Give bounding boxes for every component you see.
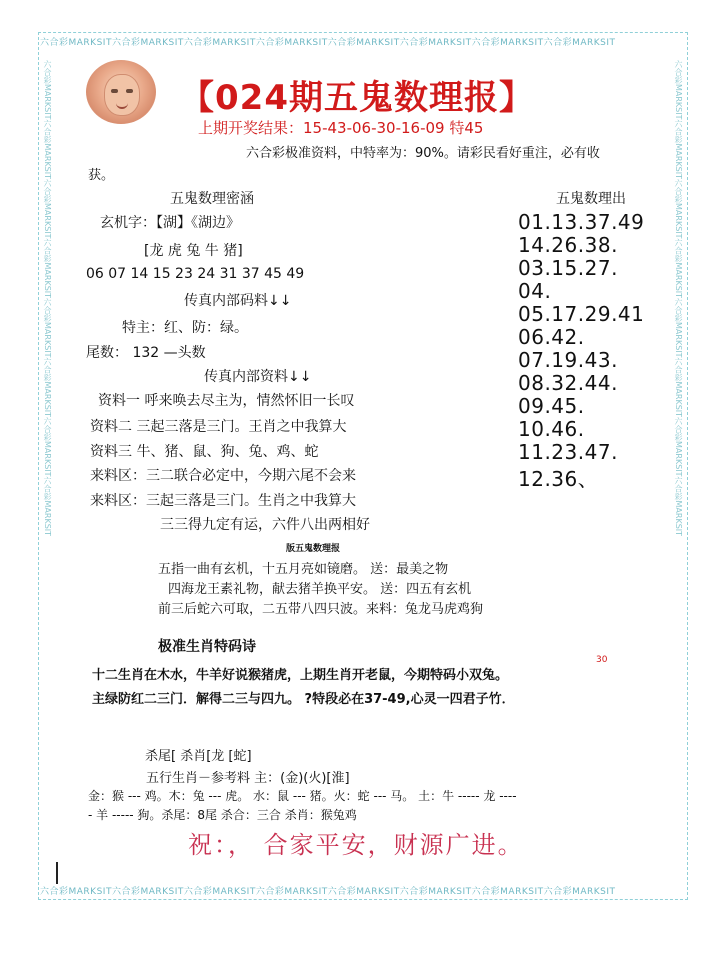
portrait-avatar-icon: [86, 60, 156, 124]
section2-line-3: 前三后蛇六可取，二五带八四只波。来料：兔龙马虎鸡狗: [158, 602, 484, 617]
data-line-2: 资料二 三起三落是三门。王肖之中我算大: [90, 419, 347, 435]
section2-heading: 版五鬼数理报: [286, 544, 341, 554]
right-number-5: 05.17.29.41: [518, 302, 645, 326]
data-line-1: 资料一 呼来唤去尽主为，情然怀旧一长叹: [98, 393, 355, 409]
watermark-bottom: 六合彩MARKSIT六合彩MARKSIT六合彩MARKSIT六合彩MARKSIT六合彩MARKSIT六合彩MARKSIT六合彩MARKSIT六合彩MARKSIT: [40, 887, 616, 897]
watermark-left: 六合彩MARKSIT六合彩MARKSIT六合彩MARKSIT六合彩MARKSIT六合彩MARKSIT六合彩MARKSIT六合彩MARKSIT六合彩MARKSIT: [43, 60, 52, 537]
section2-line-2: 四海龙王素礼物，献去猪羊换平安。 送：四五有玄机: [168, 582, 472, 597]
blessing-line: 祝：， 合家平安，财源广进。: [188, 831, 524, 859]
data-line-6: 三三得九定有运，六件八出两相好: [160, 517, 370, 533]
right-number-3: 03.15.27.: [518, 256, 618, 280]
data-line-3: 资料三 牛、猪、鼠、狗、兔、鸡、蛇: [90, 444, 319, 460]
watermark-top: 六合彩MARKSIT六合彩MARKSIT六合彩MARKSIT六合彩MARKSIT六合彩MARKSIT六合彩MARKSIT六合彩MARKSIT六合彩MARKSIT: [40, 38, 616, 48]
last-result: 上期开奖结果：15-43-06-30-16-09 特45: [198, 119, 484, 137]
left-bar-mark: [56, 862, 58, 884]
poem-mark: 30: [596, 655, 608, 665]
right-number-4: 04.: [518, 279, 552, 303]
poem-line-2: 主绿防红二三门．解得二三与四九。 ?特段必在37-49,心灵一四君子竹．: [92, 692, 515, 707]
page-title: 【024期五鬼数理报】: [180, 78, 534, 118]
right-number-7: 07.19.43.: [518, 348, 618, 372]
right-number-10: 10.46.: [518, 417, 585, 441]
intro-line-2: 获。: [88, 168, 115, 183]
watermark-right: 六合彩MARKSIT六合彩MARKSIT六合彩MARKSIT六合彩MARKSIT六合彩MARKSIT六合彩MARKSIT六合彩MARKSIT六合彩MARKSIT: [674, 60, 683, 537]
data-line-5: 来料区：三起三落是三门。生肖之中我算大: [90, 493, 356, 509]
right-number-9: 09.45.: [518, 394, 585, 418]
zodiac-line: [龙 虎 兔 牛 猪]: [144, 243, 243, 259]
special-line: 特主：红、防：绿。: [122, 320, 248, 336]
avatar-face: [104, 74, 140, 116]
fax-heading-2: 传真内部资料↓↓: [204, 369, 312, 385]
right-number-2: 14.26.38.: [518, 233, 618, 257]
poem-heading: 极准生肖特码诗: [158, 639, 256, 655]
right-number-6: 06.42.: [518, 325, 585, 349]
section2-line-1: 五指一曲有玄机，十五月亮如镜磨。 送：最美之物: [158, 562, 449, 577]
right-number-1: 01.13.37.49: [518, 210, 645, 234]
intro-line-1: 六合彩极准资料，中特率为：90%。请彩民看好重注，必有收: [246, 146, 600, 161]
xuanji-line: 玄机字：【湖】《湖边》: [100, 215, 240, 231]
five-elements-line: 五行生肖－参考料 主：(金)(火)[淮]: [146, 771, 350, 786]
tail-line: 尾数： 132 —头数: [86, 345, 206, 361]
right-number-12: 12.36、: [518, 467, 599, 491]
elements-detail-1: 金：猴 --- 鸡。木：兔 --- 虎。 水：鼠 --- 猪。火：蛇 --- 马。 土：牛 ----- 龙 ----: [88, 789, 517, 803]
kill-line: 杀尾[ 杀肖[龙 [蛇]: [145, 749, 252, 764]
data-line-4: 来料区：三二联合必定中，今期六尾不会来: [90, 468, 356, 484]
right-heading: 五鬼数理出: [556, 191, 626, 207]
poem-line-1: 十二生肖在木水，牛羊好说猴猪虎，上期生肖开老鼠，今期特码小双兔。: [92, 668, 509, 683]
elements-detail-2: - 羊 ----- 狗。杀尾：8尾 杀合：三合 杀肖：猴兔鸡: [88, 808, 357, 822]
numbers-line: 06 07 14 15 23 24 31 37 45 49: [86, 266, 305, 282]
right-number-11: 11.23.47.: [518, 440, 618, 464]
fax-heading-1: 传真内部码料↓↓: [184, 293, 292, 309]
left-heading: 五鬼数理密涵: [170, 191, 254, 207]
right-number-8: 08.32.44.: [518, 371, 618, 395]
